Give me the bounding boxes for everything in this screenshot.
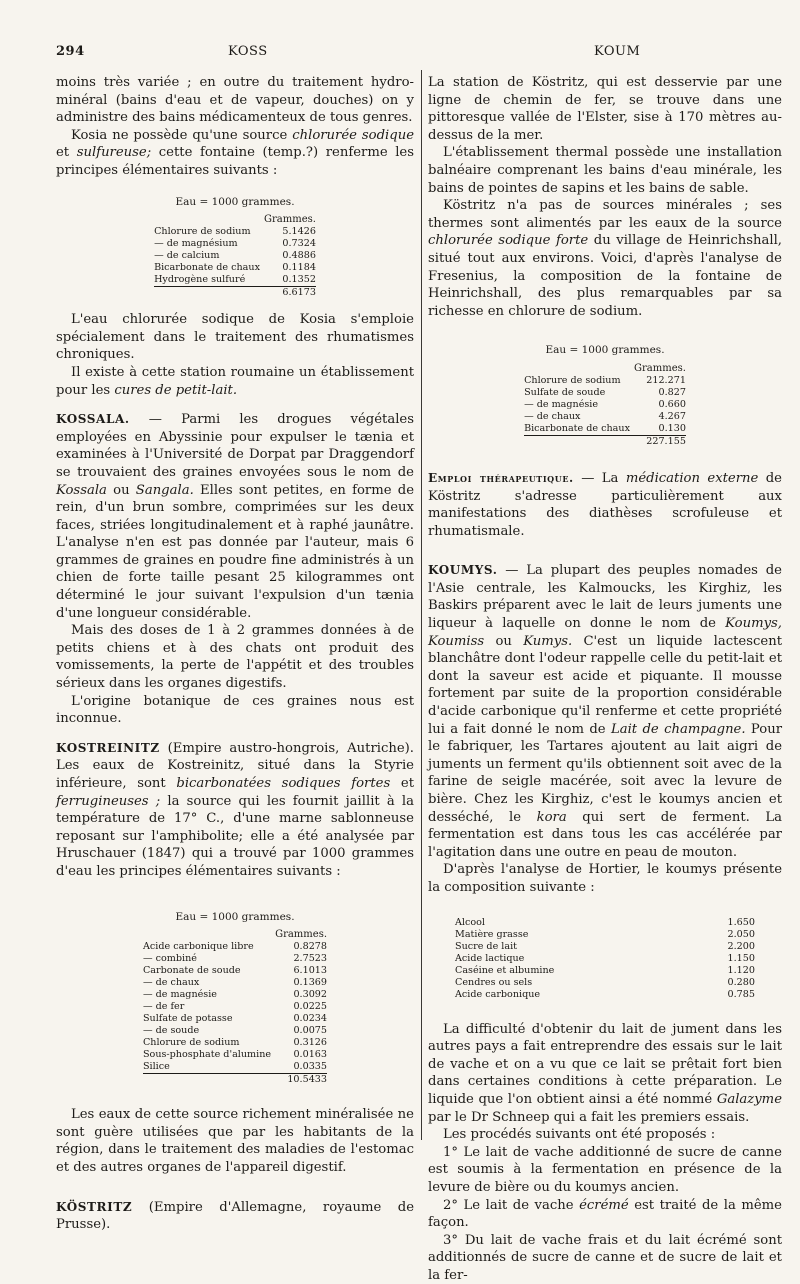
paragraph: Les eaux de cette source richement minéralisée ne sont guère utilisées que par les habitants de la région, dans le traitement des maladies de l'estomac et des autres organes de l'appareil digestif.	[56, 1107, 414, 1175]
table-row: — de fer 0.0225	[142, 1001, 328, 1013]
paragraph: L'origine botanique de ces graines nous est inconnue.	[56, 693, 414, 727]
column-divider	[421, 70, 422, 1140]
right-column	[428, 74, 782, 1284]
header-left-title: KOSS	[228, 44, 268, 59]
table-unit: Grammes.	[634, 362, 686, 374]
entry-heading: Emploi thérapeutique.	[428, 470, 574, 485]
table-row: — de chaux 0.1369	[142, 977, 328, 989]
table-row: Bicarbonate de chaux 0.130	[524, 422, 686, 434]
table-row: Cendres ou sels 0.280	[455, 976, 755, 988]
entry-heading: KÖSTRITZ	[56, 1199, 133, 1214]
table-total: 10.5433	[143, 1074, 327, 1087]
table-total: 6.6173	[154, 287, 316, 300]
entry-heading: KOSSALA.	[56, 412, 130, 427]
paragraph: D'après l'analyse de Hortier, le koumys présente la composition suivante :	[428, 862, 782, 895]
paragraph: La difficulté d'obtenir du lait de jument dans les autres pays a fait entreprendre des essais sur le lait de vache et on a vu que ce lait se prêtait fort bien dans certaines conditions à cette préparation. Le liquide que l'on obtient ainsi a été nommé Galazyme par le Dr Schneep qui a fait les premiers essais.	[428, 1021, 782, 1125]
table-row: Acide carbonique libre 0.8278	[142, 941, 328, 953]
paragraph: Mais des doses de 1 à 2 grammes données à de petits chiens et à des chats ont produit des vomissements, la perte de l'appétit et des troubles sérieux dans les organes digestifs.	[56, 623, 414, 692]
table-row: Alcool 1.650	[455, 916, 755, 928]
paragraph: 3° Du lait de vache frais et du lait écrémé sont additionnés de sucre de canne et de sucre de lait et la fer-	[428, 1232, 782, 1283]
table-row: Sulfate de soude 0.827	[524, 386, 686, 398]
table-row: — de chaux 4.267	[524, 410, 686, 422]
entry-koumys: KOUMYS. — La plupart des peuples nomades de l'Asie centrale, les Kalmoucks, les Kirghiz, les Baskirs préparent avec le lait de leurs juments une liqueur à laquelle on donne le nom de Koumys, Koumiss ou Kumys. C'est un liquide lactescent blanchâtre dont l'odeur rappelle celle du petit-lait et dont la saveur est acide et piquante. Il mousse fortement par suite de la proportion considérable d'acide carbonique qu'il renferme et cette propriété lui a fait donné le nom de Lait de champagne. Pour le fabriquer, les Tartares ajoutent au lait aigri de juments un ferment qu'ils obtiennent soit avec de la farine de seigle macérée, soit avec la levure de bière. Chez les Kirghiz, c'est le koumys ancien et desséché, le kora qui sert de ferment. La fermentation est dans tous les cas accélérée par l'agitation dans une outre en peau de mouton.	[428, 563, 782, 860]
entry-heading: KOSTREINITZ	[56, 740, 160, 755]
table-row: Chlorure de sodium 0.3126	[142, 1037, 328, 1049]
table-unit: Grammes.	[264, 214, 316, 226]
paragraph: La station de Köstritz, qui est desservie par une ligne de chemin de fer, se trouve dans une pittoresque vallée de l'Elster, sise à 170 mètres au-dessus de la mer.	[428, 75, 782, 143]
paragraph: 1° Le lait de vache additionné de sucre de canne est soumis à la fermentation en présence de la levure de bière ou du koumys ancien.	[428, 1144, 782, 1195]
paragraph: Il existe à cette station roumaine un établissement pour les cures de petit-lait.	[56, 364, 414, 398]
table-row: — de calcium 0.4886	[154, 250, 316, 262]
table-row: Chlorure de sodium 5.1426	[154, 226, 316, 238]
table-row: — de magnésie 0.3092	[142, 989, 328, 1001]
header-right-title: KOUM	[594, 44, 641, 59]
composition-table-kosia	[56, 194, 414, 300]
paragraph: Kosia ne possède qu'une source chlorurée sodique et sulfureuse; cette fontaine (temp.?) renferme les principes élémentaires suivants :	[56, 127, 415, 178]
table-row: Hydrogène sulfuré 0.1352	[154, 274, 316, 286]
table-title: Eau = 1000 grammes.	[175, 910, 295, 923]
composition-table-koumys	[428, 917, 782, 1001]
entry-kostritz: KÖSTRITZ (Empire d'Allemagne, royaume de Prusse).	[56, 1199, 414, 1233]
paragraph: L'eau chlorurée sodique de Kosia s'emploie spécialement dans le traitement des rhumatismes chroniques.	[56, 312, 414, 363]
paragraph: moins très variée ; en outre du traitement hydro-minéral (bains d'eau et de vapeur, douches) on y administre des bains médicamenteux de tous genres.	[56, 75, 414, 126]
entry-kostreinitz: KOSTREINITZ (Empire austro-hongrois, Autriche). Les eaux de Kostreinitz, situé dans la Styrie inférieure, sont bicarbonatées sodiques fortes et ferrugineuses ; la source qui les fournit jaillit à la température de 17° C., d'une marne sablonneuse reposant sur l'amphibolite; elle a été analysée par Hruschauer (1847) qui a trouvé par 1000 grammes d'eau les principes élémentaires suivants :	[56, 740, 414, 879]
table-row: Silice 0.0335	[142, 1061, 328, 1073]
table-row: Carbonate de soude 6.1013	[142, 965, 328, 977]
composition-table-heinrichshall	[428, 342, 782, 448]
table-title: Eau = 1000 grammes.	[545, 344, 665, 357]
table-row: Caséine et albumine 1.120	[455, 964, 755, 976]
composition-table-kostreinitz	[56, 909, 414, 1087]
paragraph: Köstritz n'a pas de sources minérales ; ses thermes sont alimentés par les eaux de la source chlorurée sodique forte du village de Heinrichshall, situé tout aux environs. Voici, d'après l'analyse de Fresenius, la composition de la fontaine de Heinrichshall, des plus remarquables par sa richesse en chlorure de sodium.	[428, 198, 782, 319]
entry-kossala: KOSSALA. — Parmi les drogues végétales employées en Abyssinie pour expulser le tænia et examinées à l'Université de Dorpat par Draggendorf se trouvaient des graines envoyées sous le nom de Kossala ou Sangala. Elles sont petites, en forme de rein, d'un brun sombre, comprimées sur les deux faces, striées longitudinalement et à raphé jaunâtre. L'analyse n'en est pas donnée par l'auteur, mais 6 grammes de graines en poudre fine administrés à un chien de forte taille pesant 25 kilogrammes ont déterminé le jour suivant l'expulsion d'un tænia d'une longueur considérable.	[56, 412, 414, 621]
table-row: — combiné 2.7523	[142, 953, 328, 965]
paragraph: Les procédés suivants ont été proposés :	[443, 1127, 716, 1143]
page-number: 294	[56, 44, 85, 59]
table-row: — de magnésie 0.660	[524, 398, 686, 410]
table-total: 227.155	[524, 435, 686, 448]
table-row: Acide lactique 1.150	[455, 952, 755, 964]
table-row: Sucre de lait 2.200	[455, 940, 755, 952]
table-row: Bicarbonate de chaux 0.1184	[154, 262, 316, 274]
table-title: Eau = 1000 grammes.	[175, 195, 295, 208]
table-row: — de magnésium 0.7324	[154, 238, 316, 250]
left-column	[56, 74, 414, 1234]
table-unit: Grammes.	[275, 929, 328, 941]
table-row: Acide carbonique 0.785	[455, 988, 755, 1000]
entry-emploi-therapeutique: Emploi thérapeutique. — La médication externe de Köstritz s'adresse particulièrement aux manifestations des diathèses scrofuleuse et rhumatismale.	[428, 470, 782, 539]
table-row: — de soude 0.0075	[142, 1025, 328, 1037]
paragraph: 2° Le lait de vache écrémé est traité de la même façon.	[428, 1197, 782, 1231]
table-row: Sulfate de potasse 0.0234	[142, 1013, 328, 1025]
running-header	[56, 44, 780, 64]
entry-heading: KOUMYS.	[428, 563, 498, 578]
table-row: Chlorure de sodium 212.271	[524, 374, 686, 386]
table-row: Sous-phosphate d'alumine 0.0163	[142, 1049, 328, 1061]
table-row: Matière grasse 2.050	[455, 928, 755, 940]
paragraph: L'établissement thermal possède une installation balnéaire comprenant les bains d'eau minérale, les bains de pointes de sapins et les bains de sable.	[428, 145, 782, 196]
